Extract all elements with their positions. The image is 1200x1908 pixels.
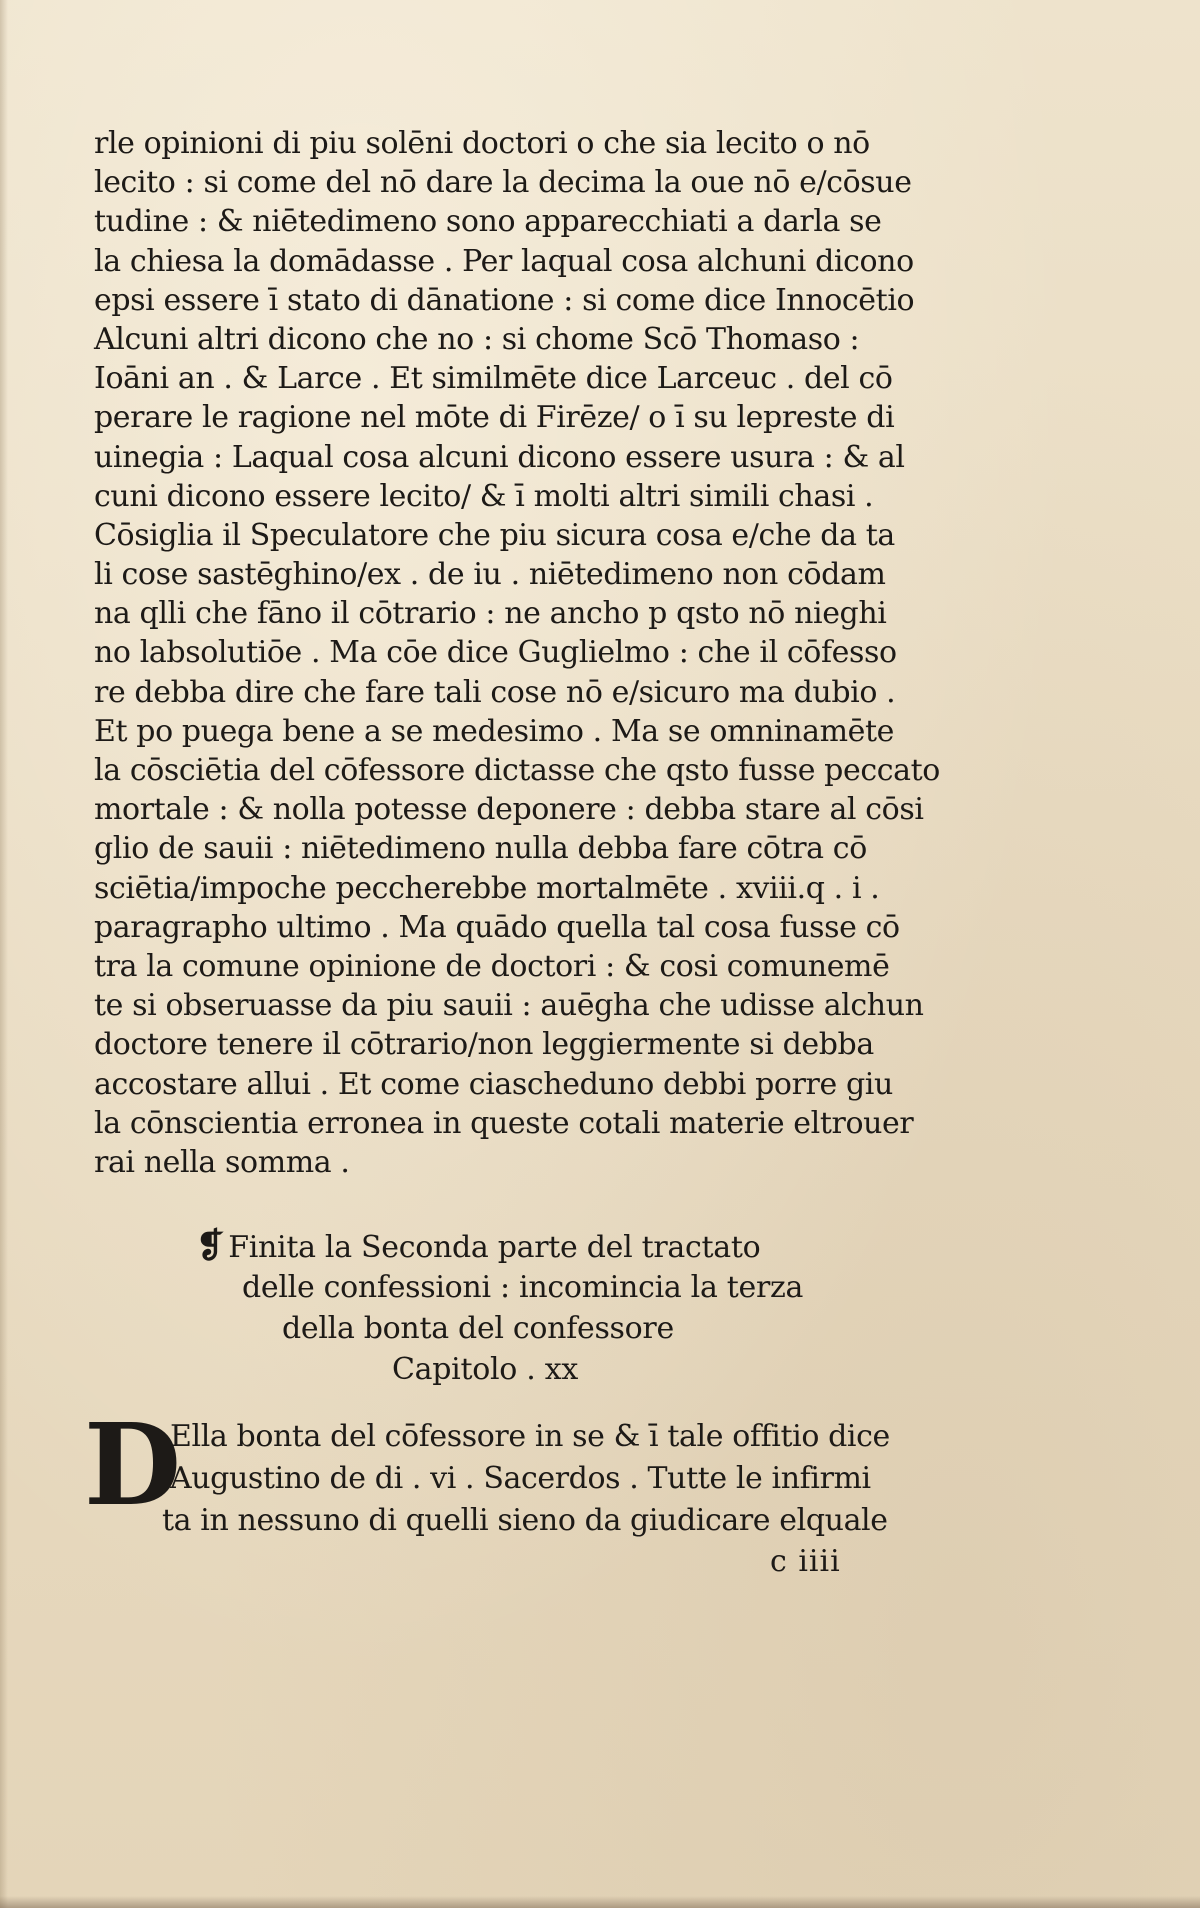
- section-end-heading: [196, 1226, 856, 1390]
- text-line: epsi essere ī stato di dānatione : si come dice Innocētio: [94, 282, 915, 318]
- body-text-block: [94, 124, 940, 1182]
- text-line: la cōsciētia del cōfessore dictasse che qsto fusse peccato: [94, 753, 940, 788]
- text-line: mortale : & nolla potesse deponere : debba stare al cōsi: [94, 792, 924, 828]
- heading-line: delle confessioni : incomincia la terza: [242, 1270, 804, 1305]
- text-line: Ioāni an . & Larce . Et similmēte dice Larceuc . del cō: [94, 361, 893, 397]
- text-line: Alcuni altri dicono che no : si chome Scō Thomaso :: [94, 321, 860, 357]
- text-line: cuni dicono essere lecito/ & ī molti altri simili chasi .: [94, 478, 874, 514]
- signature-mark: c iiii: [770, 1544, 841, 1579]
- text-line: rle opinioni di piu solēni doctori o che sia lecito o nō: [94, 126, 870, 161]
- text-line: tra la comune opinione de doctori : & cosi comunemē: [94, 948, 890, 984]
- chapter-number: Capitolo . xx: [392, 1352, 578, 1387]
- text-line: re debba dire che fare tali cose nō e/sicuro ma dubio .: [94, 674, 896, 710]
- text-line: sciētia/impoche peccherebbe mortalmēte . xviii.q . i .: [94, 870, 880, 906]
- chapter-opening: [84, 1400, 934, 1542]
- text-line: Augustino de di . vi . Sacerdos . Tutte le infirmi: [170, 1461, 871, 1496]
- text-line: glio de sauii : niētedimeno nulla debba fare cōtra cō: [94, 831, 867, 867]
- page-gutter-shadow: [0, 0, 8, 1908]
- text-line: la cōnscientia erronea in queste cotali materie eltrouer: [94, 1105, 914, 1141]
- text-line: perare le ragione nel mōte di Firēze/ o ī su lepreste di: [94, 400, 895, 436]
- text-line: Et po puega bene a se medesimo . Ma se omninamēte: [94, 713, 895, 749]
- text-line: la chiesa la domādasse . Per laqual cosa alchuni dicono: [94, 243, 914, 279]
- text-line: paragrapho ultimo . Ma quādo quella tal cosa fusse cō: [94, 909, 900, 945]
- text-line: lecito : si come del nō dare la decima la oue nō e/cōsue: [94, 165, 912, 201]
- text-line: uinegia : Laqual cosa alcuni dicono essere usura : & al: [94, 439, 905, 475]
- text-line: tudine : & niētedimeno sono apparecchiati a darla se: [94, 204, 882, 240]
- pilcrow-mark: ❡: [196, 1226, 225, 1266]
- text-line: te si obseruasse da piu sauii : auēgha che udisse alchun: [94, 988, 924, 1024]
- page-bottom-edge: [0, 1896, 1200, 1908]
- text-line: ta in nessuno di quelli sieno da giudicare elquale: [162, 1503, 888, 1538]
- text-line: Cōsiglia il Speculatore che piu sicura cosa e/che da ta: [94, 517, 895, 553]
- text-line: Ella bonta del cōfessore in se & ī tale offitio dice: [170, 1419, 890, 1454]
- heading-line: [196, 1226, 856, 1267]
- heading-text: Finita la Seconda parte del tractato: [228, 1230, 761, 1265]
- text-line: doctore tenere il cōtrario/non leggiermente si debba: [94, 1027, 874, 1063]
- heading-line: della bonta del confessore: [282, 1311, 674, 1346]
- text-line: accostare allui . Et come ciascheduno debbi porre giu: [94, 1066, 893, 1102]
- text-line: na qlli che fāno il cōtrario : ne ancho p qsto nō nieghi: [94, 596, 887, 632]
- text-line: li cose sastēghino/ex . de iu . niētedimeno non cōdam: [94, 557, 886, 593]
- text-line: rai nella somma .: [94, 1144, 350, 1180]
- text-line: no labsolutiōe . Ma cōe dice Guglielmo : che il cōfesso: [94, 635, 897, 671]
- drop-initial: D: [84, 1400, 182, 1531]
